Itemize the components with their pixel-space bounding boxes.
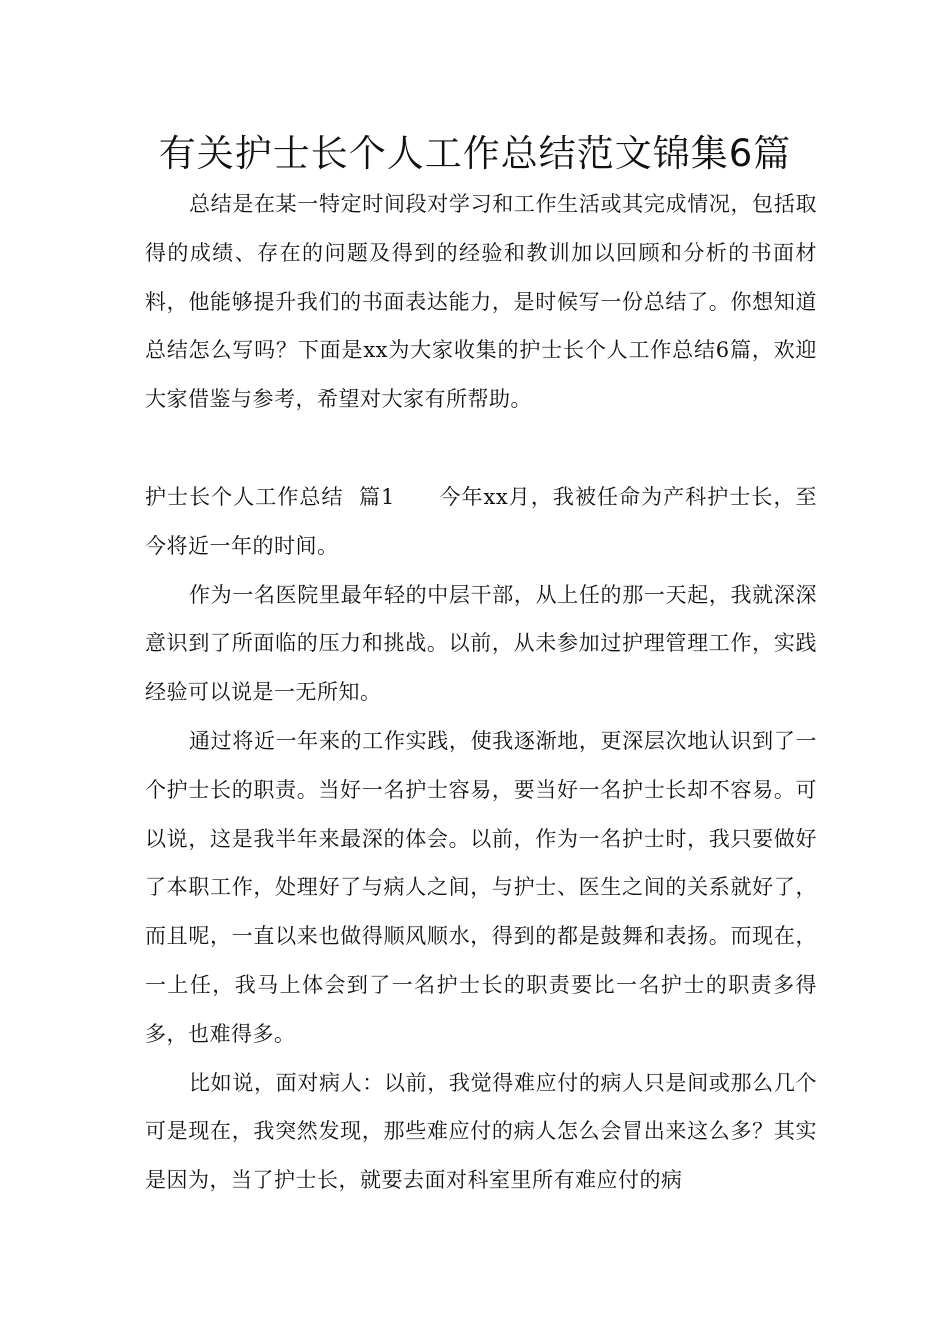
blank-line [145, 424, 817, 473]
section-heading: 护士长个人工作总结 篇1 [145, 484, 395, 509]
document-title: 有关护士长个人工作总结范文锦集6篇 [158, 132, 792, 175]
body-paragraph-1: 作为一名医院里最年轻的中层干部，从上任的那一天起，我就深深意识到了所面临的压力和挑战。以前，从未参加过护理管理工作，实践经验可以说是一无所知。 [145, 582, 817, 705]
body-paragraph-3: 比如说，面对病人：以前，我觉得难应付的病人只是间或那么几个可是现在，我突然发现，那些难应付的病人怎么会冒出来这么多？其实是因为，当了护士长，就要去面对科室里所有难应付的病 [145, 1070, 817, 1193]
section-paragraph [145, 473, 817, 571]
intro-paragraph: 总结是在某一特定时间段对学习和工作生活或其完成情况，包括取得的成绩、存在的问题及得到的经验和教训加以回顾和分析的书面材料，他能够提升我们的书面表达能力，是时候写一份总结了。你想知道总结怎么写吗？下面是xx为大家收集的护士长个人工作总结6篇，欢迎大家借鉴与参考，希望对大家有所帮助。 [145, 192, 817, 412]
document-body [145, 180, 817, 1205]
body-paragraph-2: 通过将近一年来的工作实践，使我逐渐地，更深层次地认识到了一个护士长的职责。当好一名护士容易，要当好一名护士长却不容易。可以说，这是我半年来最深的体会。以前，作为一名护士时，我只要做好了本职工作，处理好了与病人之间，与护士、医生之间的关系就好了，而且呢，一直以来也做得顺风顺水，得到的都是鼓舞和表扬。而现在，一上任，我马上体会到了一名护士长的职责要比一名护士的职责多得多，也难得多。 [145, 728, 817, 1046]
section-lead-text: 今年xx月，我被任命为产科护士长，至今将近一年的时间。 [145, 484, 817, 558]
